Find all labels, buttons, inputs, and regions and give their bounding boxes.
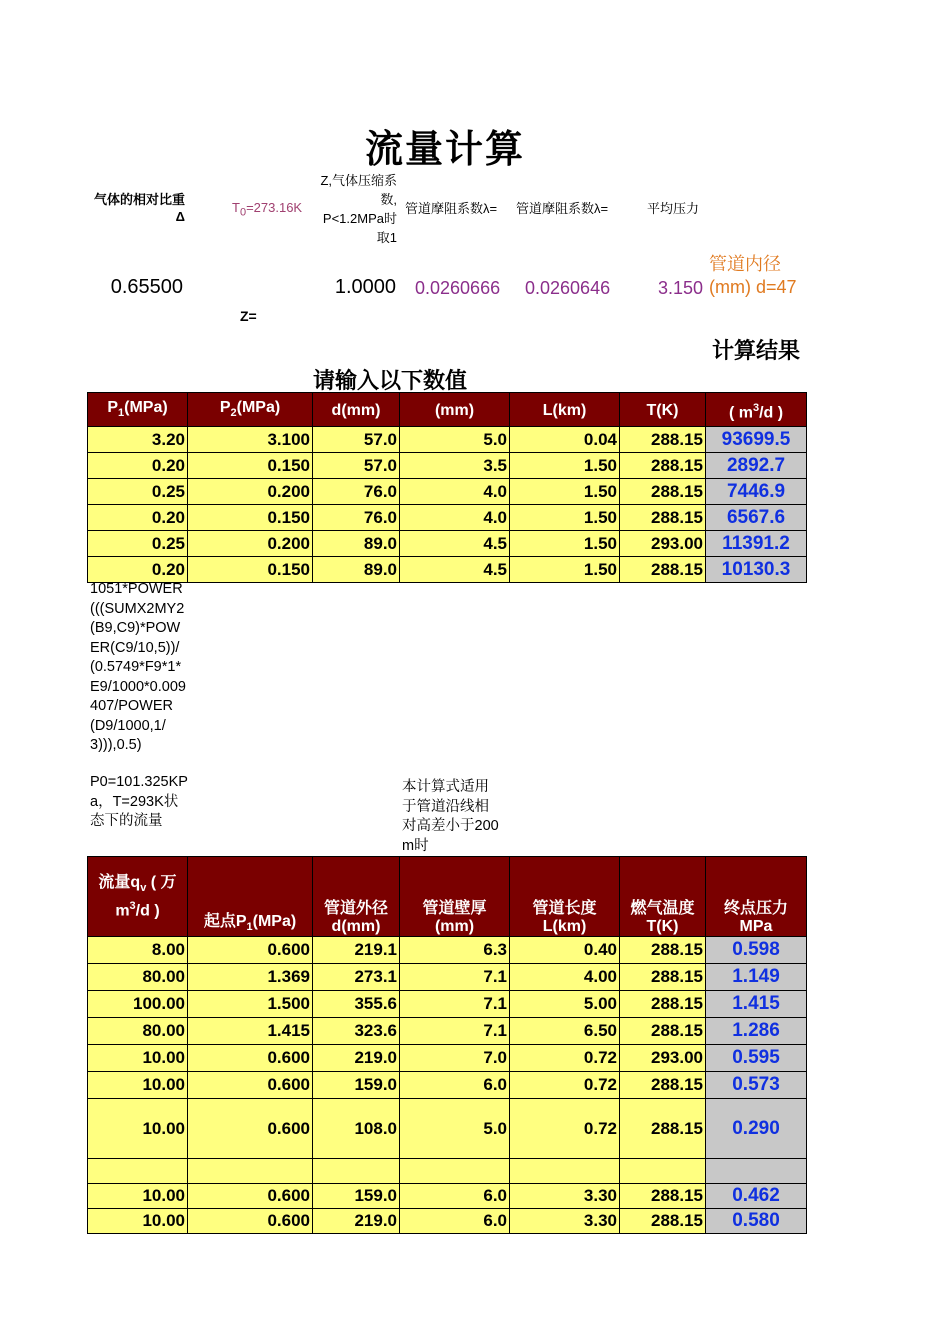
s2-cell[interactable]: 0.72 [510, 1045, 620, 1072]
s2-cell[interactable] [510, 1159, 620, 1184]
col2-wall: 管道壁厚 (mm) [400, 857, 510, 937]
s2-cell[interactable]: 288.15 [620, 1184, 706, 1209]
s2-cell[interactable]: 0.600 [188, 937, 313, 964]
formula-note: 1051*POWER(((SUMX2MY2(B9,C9)*POWER(C9/10,5))/(0.5749*F9*1*E9/1000*0.009407/POWER(D9/1000,1/3))),0.5) [90, 581, 186, 753]
s2-cell[interactable]: 4.00 [510, 964, 620, 991]
s1-cell[interactable]: 3.100 [188, 427, 313, 453]
s2-cell[interactable]: 0.600 [188, 1209, 313, 1234]
s2-cell[interactable]: 219.0 [313, 1209, 400, 1234]
s1-cell[interactable]: 4.5 [400, 531, 510, 557]
s2-cell[interactable]: 0.40 [510, 937, 620, 964]
s2-cell[interactable]: 80.00 [88, 964, 188, 991]
relative-density-label: 气体的相对比重Δ [93, 192, 185, 224]
s2-cell[interactable]: 293.00 [620, 1045, 706, 1072]
s1-cell[interactable]: 0.150 [188, 453, 313, 479]
s2-cell[interactable]: 10.00 [88, 1045, 188, 1072]
s2-cell[interactable]: 0.600 [188, 1045, 313, 1072]
friction-value-1: 0.0260666 [415, 278, 501, 298]
s1-cell[interactable]: 288.15 [620, 505, 706, 531]
s2-cell[interactable]: 0.600 [188, 1099, 313, 1159]
s2-cell[interactable]: 288.15 [620, 937, 706, 964]
s2-cell[interactable]: 1.500 [188, 991, 313, 1018]
s2-cell[interactable]: 323.6 [313, 1018, 400, 1045]
s1-cell[interactable]: 288.15 [620, 453, 706, 479]
s1-cell[interactable]: 288.15 [620, 427, 706, 453]
s2-cell[interactable]: 0.72 [510, 1072, 620, 1099]
z-factor-label: Z,气体压缩系数, P<1.2MPa时取1 [320, 173, 397, 245]
relative-density-value: 0.65500 [110, 276, 183, 298]
s2-cell[interactable]: 0.600 [188, 1184, 313, 1209]
s1-cell[interactable]: 4.0 [400, 479, 510, 505]
s2-cell[interactable]: 288.15 [620, 1018, 706, 1045]
s1-cell: 93699.5 [706, 427, 807, 453]
s1-cell[interactable]: 0.200 [188, 531, 313, 557]
s1-cell[interactable]: 288.15 [620, 479, 706, 505]
col2-flow: 流量$q_v$ ( 万 $m^3/d$ ) [88, 857, 188, 937]
p0-note: P0=101.325KPa，T=293K状态下的流量 [90, 774, 188, 829]
s2-cell: 1.149 [706, 964, 807, 991]
s2-cell[interactable]: 159.0 [313, 1072, 400, 1099]
s2-cell[interactable]: 355.6 [313, 991, 400, 1018]
input-table [87, 392, 807, 583]
s2-cell[interactable]: 159.0 [313, 1184, 400, 1209]
s2-cell: 0.573 [706, 1072, 807, 1099]
s1-row [88, 479, 807, 505]
s2-cell[interactable] [620, 1159, 706, 1184]
s2-cell[interactable] [313, 1159, 400, 1184]
s2-cell[interactable]: 219.1 [313, 937, 400, 964]
s1-cell[interactable]: 76.0 [313, 505, 400, 531]
s1-cell[interactable]: 4.0 [400, 505, 510, 531]
t0-label: $T_0=273.16K$ [232, 200, 303, 219]
col-wall: (mm) [400, 393, 510, 427]
s2-cell[interactable]: 1.415 [188, 1018, 313, 1045]
s1-cell[interactable]: 0.25 [88, 531, 188, 557]
s2-cell[interactable]: 5.0 [400, 1099, 510, 1159]
s2-cell[interactable] [400, 1159, 510, 1184]
s2-cell[interactable]: 10.00 [88, 1184, 188, 1209]
s2-cell[interactable]: 0.72 [510, 1099, 620, 1159]
col-p1: $P_1(MPa)$ [88, 393, 188, 427]
s2-cell[interactable]: 8.00 [88, 937, 188, 964]
s1-cell[interactable]: 0.20 [88, 453, 188, 479]
s2-cell[interactable]: 273.1 [313, 964, 400, 991]
s2-row [88, 937, 807, 964]
z-factor-value: 1.0000 [334, 276, 396, 298]
s1-cell[interactable]: 89.0 [313, 557, 400, 583]
s1-cell[interactable]: 57.0 [313, 427, 400, 453]
s2-cell[interactable]: 10.00 [88, 1072, 188, 1099]
s1-cell: 2892.7 [706, 453, 807, 479]
s2-cell[interactable] [88, 1159, 188, 1184]
friction-value-2: 0.0260646 [525, 278, 611, 298]
col-flow: ( $m^3/d$ ) [706, 393, 807, 427]
s2-cell: 1.415 [706, 991, 807, 1018]
s2-cell[interactable]: 5.00 [510, 991, 620, 1018]
col2-length: 管道长度 L(km) [510, 857, 620, 937]
s1-cell[interactable]: 0.150 [188, 557, 313, 583]
s1-cell[interactable]: 0.04 [510, 427, 620, 453]
s1-cell[interactable]: 0.150 [188, 505, 313, 531]
s2-cell[interactable]: 10.00 [88, 1209, 188, 1234]
s2-cell[interactable]: 10.00 [88, 1099, 188, 1159]
s2-cell[interactable]: 7.1 [400, 964, 510, 991]
s2-cell[interactable]: 80.00 [88, 1018, 188, 1045]
s1-cell[interactable]: 1.50 [510, 505, 620, 531]
friction-label-2: 管道摩阻系数λ= [516, 201, 609, 216]
col-length: L(km) [510, 393, 620, 427]
input-table-header [88, 393, 807, 427]
s2-cell: 1.286 [706, 1018, 807, 1045]
s1-cell[interactable]: 293.00 [620, 531, 706, 557]
s2-cell[interactable]: 288.15 [620, 1099, 706, 1159]
col-temp: T(K) [620, 393, 706, 427]
s2-cell [706, 1159, 807, 1184]
col2-p1: 起点$P_1(MPa)$ [188, 857, 313, 937]
s1-cell[interactable]: 0.20 [88, 505, 188, 531]
friction-label-1: 管道摩阻系数λ= [405, 201, 498, 216]
s1-cell[interactable]: 3.20 [88, 427, 188, 453]
s1-cell[interactable]: 0.20 [88, 557, 188, 583]
s1-row [88, 453, 807, 479]
s2-cell[interactable]: 288.15 [620, 991, 706, 1018]
s2-cell[interactable]: 3.30 [510, 1209, 620, 1234]
s2-cell[interactable]: 219.0 [313, 1045, 400, 1072]
input-heading: 请输入以下数值 [312, 368, 467, 393]
s1-cell[interactable]: 1.50 [510, 479, 620, 505]
s2-row [88, 1072, 807, 1099]
pipe-diameter-note: 管道内径(mm) d=47 [709, 254, 797, 297]
avg-pressure-value: 3.150 [657, 278, 703, 298]
s1-cell[interactable]: 288.15 [620, 557, 706, 583]
s2-cell[interactable] [188, 1159, 313, 1184]
s1-cell[interactable]: 1.50 [510, 557, 620, 583]
s1-cell[interactable]: 5.0 [400, 427, 510, 453]
s1-cell[interactable]: 4.5 [400, 557, 510, 583]
s1-cell[interactable]: 0.200 [188, 479, 313, 505]
s2-cell: 0.290 [706, 1099, 807, 1159]
s1-row [88, 427, 807, 453]
col-d: d(mm) [313, 393, 400, 427]
s1-cell[interactable]: 76.0 [313, 479, 400, 505]
s1-cell: 11391.2 [706, 531, 807, 557]
s2-cell[interactable]: 100.00 [88, 991, 188, 1018]
col2-d: 管道外径 d(mm) [313, 857, 400, 937]
s1-row [88, 505, 807, 531]
pressure-table-header [88, 857, 807, 937]
applicability-note: 本计算式适用于管道沿线相对高差小于200m时 [402, 779, 499, 854]
s2-cell[interactable]: 288.15 [620, 1209, 706, 1234]
s2-row [88, 1099, 807, 1159]
s2-row [88, 1045, 807, 1072]
s1-cell[interactable]: 1.50 [510, 531, 620, 557]
s2-row [88, 1184, 807, 1209]
s1-cell: 6567.6 [706, 505, 807, 531]
col-p2: $P_2(MPa)$ [188, 393, 313, 427]
pressure-table [87, 856, 807, 1234]
s1-cell: 7446.9 [706, 479, 807, 505]
s2-cell[interactable]: 1.369 [188, 964, 313, 991]
z-eq-label: Z= [240, 308, 257, 324]
s2-cell[interactable]: 288.15 [620, 964, 706, 991]
page-title: 流量计算 [364, 129, 525, 171]
s1-cell[interactable]: 0.25 [88, 479, 188, 505]
s2-cell[interactable]: 7.1 [400, 991, 510, 1018]
s2-cell[interactable]: 3.30 [510, 1184, 620, 1209]
s2-cell[interactable]: 6.3 [400, 937, 510, 964]
s2-row [88, 1159, 807, 1184]
s1-cell[interactable]: 57.0 [313, 453, 400, 479]
col2-p2: 终点压力 MPa [706, 857, 807, 937]
s2-row [88, 1018, 807, 1045]
col2-temp: 燃气温度 T(K) [620, 857, 706, 937]
result-heading: 计算结果 [712, 338, 801, 363]
s2-cell: 0.595 [706, 1045, 807, 1072]
s2-cell[interactable]: 7.1 [400, 1018, 510, 1045]
s2-cell[interactable]: 6.0 [400, 1072, 510, 1099]
s2-row [88, 991, 807, 1018]
avg-pressure-label: 平均压力 [647, 201, 700, 216]
s2-row [88, 1209, 807, 1234]
s2-cell[interactable]: 6.0 [400, 1209, 510, 1234]
s2-cell: 0.580 [706, 1209, 807, 1234]
s2-cell[interactable]: 108.0 [313, 1099, 400, 1159]
s1-row [88, 557, 807, 583]
s2-cell[interactable]: 6.50 [510, 1018, 620, 1045]
s1-cell: 10130.3 [706, 557, 807, 583]
s2-cell[interactable]: 6.0 [400, 1184, 510, 1209]
s2-row [88, 964, 807, 991]
s1-cell[interactable]: 1.50 [510, 453, 620, 479]
s2-cell[interactable]: 288.15 [620, 1072, 706, 1099]
s2-cell[interactable]: 7.0 [400, 1045, 510, 1072]
s2-cell[interactable]: 0.600 [188, 1072, 313, 1099]
s2-cell: 0.598 [706, 937, 807, 964]
s1-cell[interactable]: 89.0 [313, 531, 400, 557]
s1-row [88, 531, 807, 557]
s2-cell: 0.462 [706, 1184, 807, 1209]
s1-cell[interactable]: 3.5 [400, 453, 510, 479]
